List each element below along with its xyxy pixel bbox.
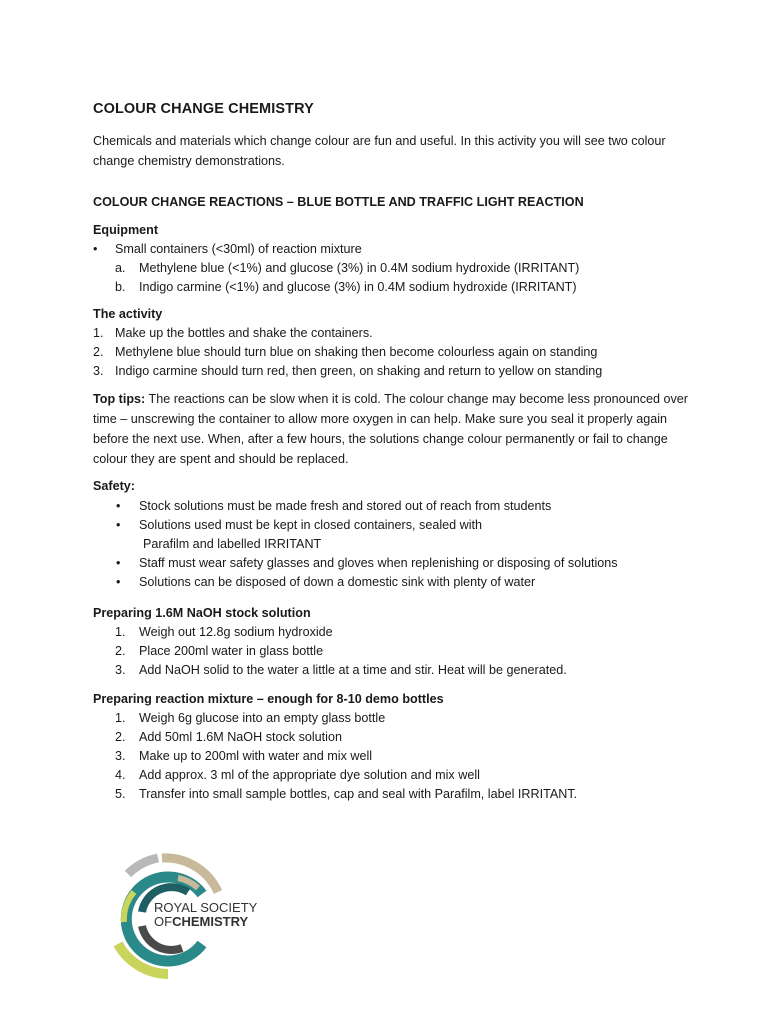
reaction-mixture-step: [93, 747, 693, 766]
document-body: [93, 100, 693, 812]
list-marker: b.: [115, 280, 126, 294]
equipment-heading: Equipment: [93, 223, 159, 237]
list-marker: 1.: [115, 711, 126, 725]
activity-step-text: Make up the bottles and shake the containers.: [115, 326, 373, 340]
reaction-mixture-step-text: Weigh 6g glucose into an empty glass bottle: [139, 711, 386, 725]
bullet-mark: •: [93, 242, 98, 256]
bullet-mark: •: [116, 518, 121, 532]
list-marker: 3.: [115, 663, 126, 677]
reaction-mixture-step-text: Add 50ml 1.6M NaOH stock solution: [139, 730, 342, 744]
equipment-item-text: Small containers (<30ml) of reaction mixture: [115, 242, 362, 256]
reaction-mixture-section: [93, 690, 693, 804]
safety-item-text: Stock solutions must be made fresh and stored out of reach from students: [139, 499, 552, 513]
equipment-section: [93, 221, 693, 297]
safety-item: [93, 573, 693, 592]
reaction-mixture-step-text: Add approx. 3 ml of the appropriate dye solution and mix well: [139, 768, 480, 782]
bullet-mark: •: [116, 499, 121, 513]
reaction-mixture-step: [93, 766, 693, 785]
naoh-stock-step-text: Add NaOH solid to the water a little at a time and stir. Heat will be generated.: [139, 663, 567, 677]
bullet-mark: •: [116, 575, 121, 589]
equipment-subitem: [93, 278, 693, 297]
reactions-heading: COLOUR CHANGE REACTIONS – BLUE BOTTLE AND TRAFFIC LIGHT REACTION: [93, 195, 584, 209]
reaction-mixture-step: [93, 785, 693, 804]
reaction-mixture-step: [93, 709, 693, 728]
activity-step-text: Indigo carmine should turn red, then green, on shaking and return to yellow on standing: [115, 364, 603, 378]
reaction-mixture-step: [93, 728, 693, 747]
logo-line-1: ROYAL SOCIETY: [154, 900, 258, 915]
list-marker: 5.: [115, 787, 126, 801]
list-marker: 2.: [93, 345, 104, 359]
logo-line-2: [154, 915, 257, 929]
rsc-logo-wordmark: [154, 901, 257, 929]
safety-item: [93, 497, 693, 516]
safety-item-text: Solutions used must be kept in closed containers, sealed with: [139, 518, 483, 532]
reaction-mixture-step-text: Transfer into small sample bottles, cap and seal with Parafilm, label IRRITANT.: [139, 787, 578, 801]
safety-item-text: Solutions can be disposed of down a domestic sink with plenty of water: [139, 575, 536, 589]
naoh-stock-step-text: Place 200ml water in glass bottle: [139, 644, 324, 658]
logo-line-2-emphasis: CHEMISTRY: [172, 914, 249, 929]
list-marker: a.: [115, 261, 126, 275]
activity-step: [93, 362, 693, 381]
safety-section: [93, 477, 693, 592]
equipment-subitem-text: Indigo carmine (<1%) and glucose (3%) in 0.4M sodium hydroxide (IRRITANT): [139, 280, 577, 294]
top-tips-paragraph: [93, 389, 693, 469]
naoh-stock-step: [93, 642, 693, 661]
list-marker: 3.: [93, 364, 104, 378]
equipment-subitem-text: Methylene blue (<1%) and glucose (3%) in 0.4M sodium hydroxide (IRRITANT): [139, 261, 580, 275]
top-tips-label: Top tips:: [93, 392, 146, 406]
reaction-mixture-heading: Preparing reaction mixture – enough for 8-10 demo bottles: [93, 692, 444, 706]
reaction-mixture-step-text: Make up to 200ml with water and mix well: [139, 749, 373, 763]
list-marker: 2.: [115, 730, 126, 744]
activity-step: [93, 324, 693, 343]
list-marker: 2.: [115, 644, 126, 658]
safety-item: [93, 516, 693, 554]
equipment-item: [93, 240, 693, 259]
top-tips-text: The reactions can be slow when it is cold. The colour change may become less pronounced over time – unscrewing the container to allow more oxygen in can help. Make sure you seal it properly again before the next use. When, after a few hours, the solutions change colour permanently or fail to change colour they are spent and should be replaced.: [93, 392, 689, 466]
safety-item-text: Staff must wear safety glasses and gloves when replenishing or disposing of solutions: [139, 556, 618, 570]
rsc-logo: [98, 852, 273, 980]
activity-step-text: Methylene blue should turn blue on shaking then become colourless again on standing: [115, 345, 598, 359]
activity-section: [93, 305, 693, 381]
safety-item-continuation: Parafilm and labelled IRRITANT: [143, 537, 322, 551]
activity-heading: The activity: [93, 307, 163, 321]
naoh-stock-heading: Preparing 1.6M NaOH stock solution: [93, 606, 311, 620]
list-marker: 4.: [115, 768, 126, 782]
naoh-stock-section: [93, 604, 693, 680]
naoh-stock-step-text: Weigh out 12.8g sodium hydroxide: [139, 625, 333, 639]
safety-heading: Safety:: [93, 479, 135, 493]
logo-line-2-prefix: OF: [154, 914, 173, 929]
naoh-stock-step: [93, 661, 693, 680]
list-marker: 1.: [115, 625, 126, 639]
equipment-subitem: [93, 259, 693, 278]
list-marker: 3.: [115, 749, 126, 763]
safety-item: [93, 554, 693, 573]
naoh-stock-step: [93, 623, 693, 642]
bullet-mark: •: [116, 556, 121, 570]
list-marker: 1.: [93, 326, 104, 340]
activity-step: [93, 343, 693, 362]
intro-paragraph: Chemicals and materials which change colour are fun and useful. In this activity you will see two colour change chemistry demonstrations.: [93, 134, 666, 168]
document-title: COLOUR CHANGE CHEMISTRY: [93, 101, 314, 117]
